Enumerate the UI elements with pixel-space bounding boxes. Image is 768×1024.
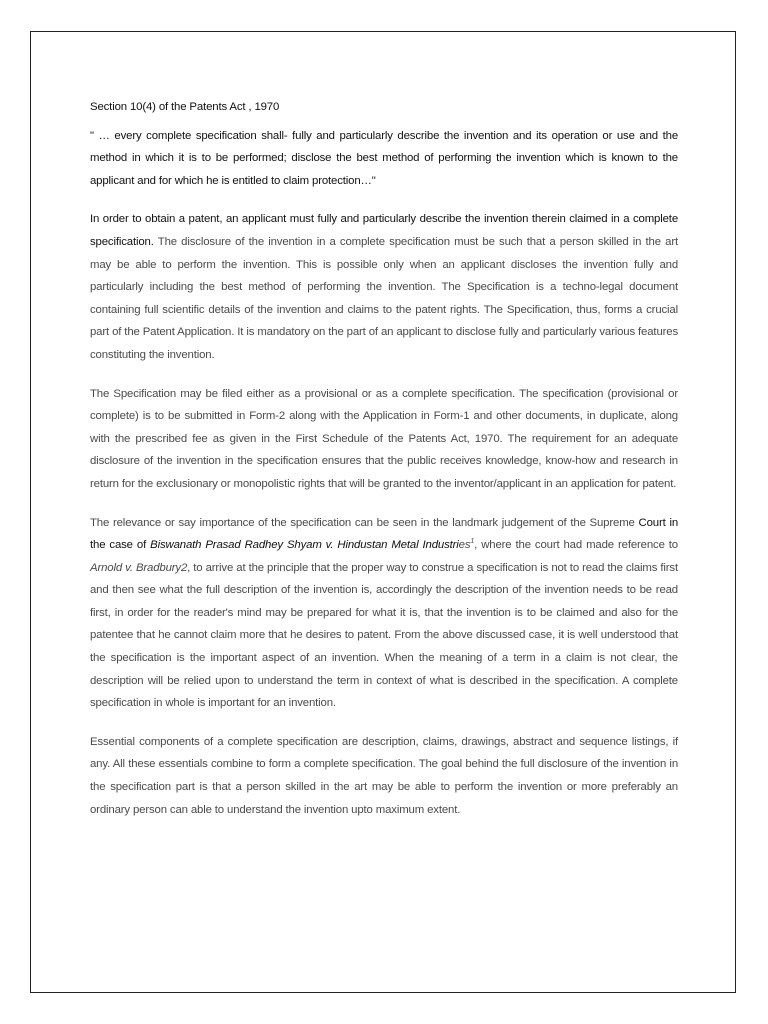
document-body — [90, 96, 678, 821]
paragraph-3-mid: , where the court had made reference to — [474, 539, 678, 552]
statute-quote: " … every complete specification shall- fully and particularly describe the invention and its operation or use and the method in which it is to be performed; disclose the best method of performing the invention which is known to the applicant and for which he is entitled to claim protection…" — [90, 129, 678, 187]
paragraph-3-start: The relevance or say importance of the specification can be seen in the landmark judgement of the Supreme — [90, 516, 639, 529]
paragraph-4: Essential components of a complete specification are description, claims, drawings, abstract and sequence listings, if any. All these essentials combine to form a complete specification. The goal behind the full disclosure of the invention in the specification part is that a person skilled in the art may be able to perform the invention or more preferably an ordinary person can able to understand the invention upto maximum extent. — [90, 735, 678, 816]
footnote-marker: 1 — [470, 538, 475, 546]
case-name-biswanath: Biswanath Prasad Radhey Shyam v. Hindustan Metal Industri — [150, 539, 459, 552]
section-heading: Section 10(4) of the Patents Act , 1970 — [90, 101, 280, 113]
case-name-biswanath-suffix: es — [458, 539, 471, 552]
paragraph-3-end: , to arrive at the principle that the proper way to construe a specification is not to read the claims first and then see what the full description of the invention is, accordingly the description of the invention needs to be read first, in order for the reader's mind may be prepared for what it is, that the invention is to be claimed and also for the patentee that he cannot claim more that he desires to patent. From the above discussed case, it is well understood that the specification is the important aspect of an invention. When the meaning of a term in a claim is not clear, the description will be relied upon to understand the term in context of what is described in the specification. A complete specification in whole is important for an invention. — [90, 561, 678, 710]
paragraph-2: The Specification may be filed either as a provisional or as a complete specification. The specification (provisional or complete) is to be submitted in Form-2 along with the Application in Form-1 and other documents, in duplicate, along with the prescribed fee as given in the First Schedule of the Patents Act, 1970. The requirement for an adequate disclosure of the invention in the specification ensures that the public receives knowledge, know-how and research in return for the exclusionary or monopolistic rights that will be granted to the inventor/applicant in an application for patent. — [90, 387, 678, 490]
paragraph-1 — [90, 208, 678, 366]
paragraph-3 — [90, 512, 678, 715]
paragraph-1-lead: In order to obtain a patent, an applicant must fully and particularly describe the invention therein claimed in a complete specification. — [90, 213, 678, 248]
paragraph-1-body: The disclosure of the invention in a complete specification must be such that a person skilled in the art may be able to perform the invention. This is possible only when an applicant discloses the invention fully and particularly including the best method of performing the invention. The Specification is a techno-legal document containing full scientific details of the invention and claims to the patent rights. The Specification, thus, forms a crucial part of the Patent Application. It is mandatory on the part of an applicant to disclose fully and particularly various features constituting the invention. — [90, 235, 678, 361]
paragraph-3-court: Court in the case of — [90, 516, 679, 552]
case-name-arnold: Arnold v. Bradbury2 — [90, 561, 188, 574]
